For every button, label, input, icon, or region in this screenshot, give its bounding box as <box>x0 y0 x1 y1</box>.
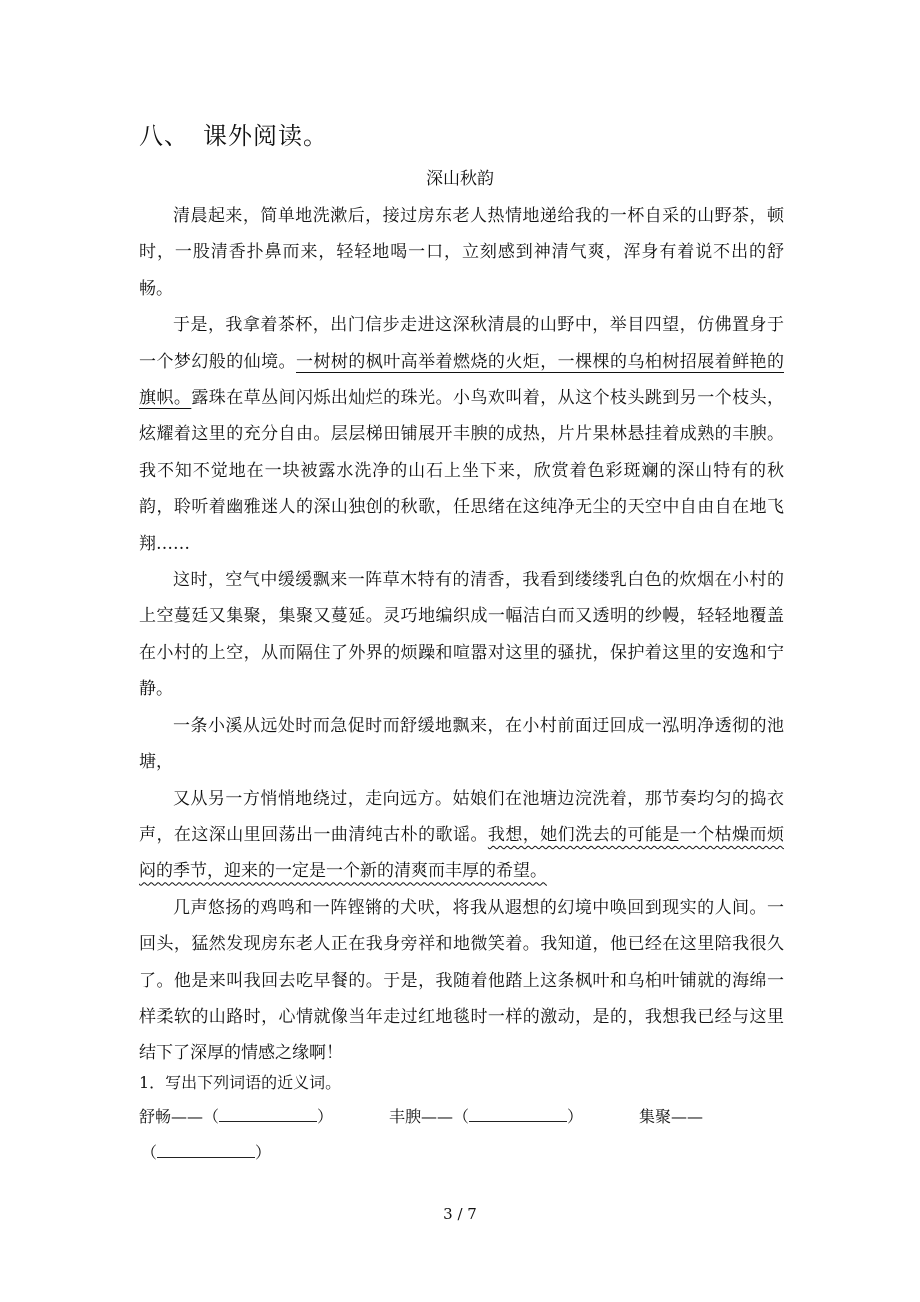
synonym-item-2 <box>389 1104 583 1127</box>
answer-row-2 <box>139 1138 799 1178</box>
answer-blank-1[interactable] <box>219 1105 317 1122</box>
synonym-word-1: 舒畅——（ <box>139 1107 220 1126</box>
paragraph-5 <box>139 781 784 890</box>
answer-blank-2[interactable] <box>469 1105 567 1122</box>
underlined-sentence: 一树树的枫叶高举着燃烧的火炬，一棵棵的乌桕树招展着鲜艳的旗帜。 <box>139 351 784 409</box>
synonym-close-4: ） <box>255 1143 272 1162</box>
paragraph-2 <box>139 307 784 562</box>
section-number: 八、 <box>139 122 189 150</box>
answer-blank-3[interactable] <box>157 1141 255 1158</box>
page-number: 3 / 7 <box>443 1205 477 1223</box>
paragraph-6: 几声悠扬的鸡鸣和一阵铿锵的犬吠，将我从遐想的幻境中唤回到现实的人间。一回头，猛然发现房东老人正在我身旁祥和地微笑着。我知道，他已经在这里陪我很久了。他是来叫我回去吃早餐的。于是，我随着他踏上这条枫叶和乌桕叶铺就的海绵一样柔软的山路时，心情就像当年走过红地毯时一样的激动，是的，我想我已经与这里结下了深厚的情感之缘啊！ <box>139 897 784 1064</box>
synonym-close-2: ） <box>567 1107 584 1126</box>
question-1-text: 1．写出下列词语的近义词。 <box>139 1073 342 1092</box>
section-title: 课外阅读。 <box>203 122 328 150</box>
paragraph-1: 清晨起来，简单地洗漱后，接过房东老人热情地递给我的一杯自采的山野茶，顿时，一股清香扑鼻而来，轻轻地喝一口，立刻感到神清气爽，浑身有着说不出的舒畅。 <box>139 206 784 299</box>
paragraph-4: 一条小溪从远处时而急促时而舒缓地飘来，在小村前面迂回成一泓明净透彻的池塘， <box>139 715 784 773</box>
wavy-underlined-sentence: 我想，她们洗去的可能是一个枯燥而烦闷的季节，迎来的一定是一个新的清爽而丰厚的希望。 <box>139 824 785 882</box>
article-title: 深山秋韵 <box>426 169 494 189</box>
synonym-word-3: 集聚—— <box>639 1107 704 1126</box>
paragraph-2-text-a: 于是，我拿着茶杯，出门信步走进这深秋清晨的山野中，举目四望，仿佛置身于一个梦幻般的仙境。 <box>139 315 784 372</box>
synonym-item-1 <box>139 1104 333 1127</box>
synonym-item-3 <box>639 1104 703 1127</box>
synonym-word-2: 丰腴——（ <box>389 1107 470 1126</box>
synonym-close-1: ） <box>317 1107 334 1126</box>
article-body <box>139 198 784 1072</box>
synonym-word-4: （ <box>141 1143 158 1162</box>
paragraph-3: 这时，空气中缓缓飘来一阵草木特有的清香，我看到缕缕乳白色的炊烟在小村的上空蔓廷又集聚，集聚又蔓延。灵巧地编织成一幅洁白而又透明的纱幔，轻轻地覆盖在小村的上空，从而隔住了外界的烦躁和喧嚣对这里的骚扰，保护着这里的安逸和宁静。 <box>139 570 784 700</box>
paragraph-2-text-b: 露珠在草丛间闪烁出灿烂的珠光。小鸟欢叫着，从这个枝头跳到另一个枝头，炫耀着这里的充分自由。层层梯田铺展开丰腴的成热，片片果林悬挂着成熟的丰腴。我不知不觉地在一块被露水洗净的山石上坐下来，欣赏着色彩斑斓的深山特有的秋韵，聆听着幽雅迷人的深山独创的秋歌，任思绪在这纯净无尘的天空中自由自在地飞翔…… <box>139 388 785 554</box>
section-heading <box>139 116 328 156</box>
answer-row-1 <box>139 1098 799 1138</box>
question-1 <box>139 1068 799 1178</box>
paragraph-5-text-a: 又从另一方悄悄地绕过，走向远方。姑娘们在池塘边浣洗着，那节奏均匀的捣衣声，在这深山里回荡出一曲清纯古朴的歌谣。 <box>139 788 784 845</box>
synonym-item-4 <box>141 1140 271 1163</box>
